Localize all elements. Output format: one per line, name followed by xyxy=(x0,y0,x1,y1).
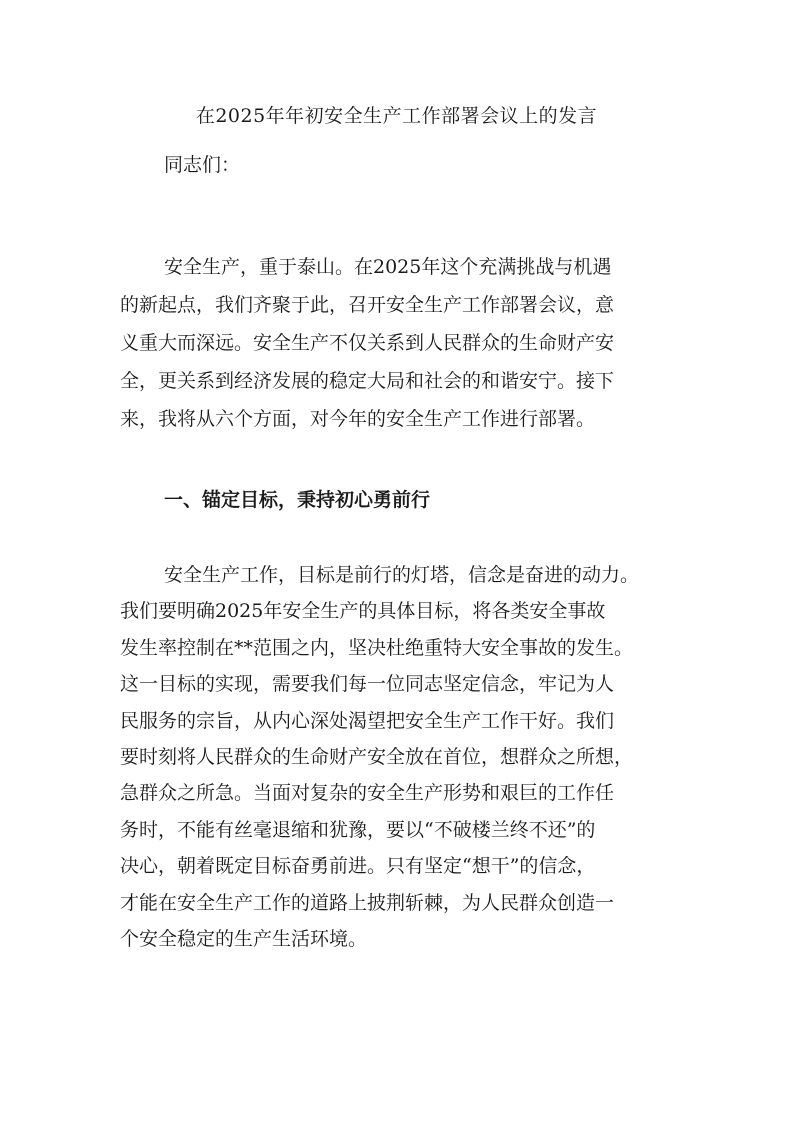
paragraph-line: 的新起点，我们齐聚于此，召开安全生产工作部署会议，意 xyxy=(120,294,615,316)
paragraph-line: 民服务的宗旨，从内心深处渴望把安全生产工作干好。我们 xyxy=(120,709,615,732)
paragraph-line: 才能在安全生产工作的道路上披荆斩棘，为人民群众创造一 xyxy=(120,891,615,914)
section-1-paragraph xyxy=(120,557,700,957)
paragraph-line: 务时，不能有丝毫退缩和犹豫，要以“不破楼兰终不还”的 xyxy=(120,818,596,841)
paragraph-line: 决心，朝着既定目标奋勇前进。只有坚定“想干”的信念， xyxy=(120,855,596,878)
paragraph-line: 个安全稳定的生产生活环境。 xyxy=(120,927,368,950)
salutation: 同志们： xyxy=(164,154,241,176)
section-heading: 一、锚定目标，秉持初心勇前行 xyxy=(164,489,431,511)
paragraph-line: 发生率控制在**范围之内，坚决杜绝重特大安全事故的发生。 xyxy=(120,636,634,659)
paragraph-line: 要时刻将人民群众的生命财产安全放在首位，想群众之所想， xyxy=(120,745,634,768)
intro-paragraph xyxy=(120,248,700,438)
paragraph-line: 全，更关系到经济发展的稳定大局和社会的和谐安宁。接下 xyxy=(120,370,615,392)
paragraph-line: 义重大而深远。安全生产不仅关系到人民群众的生命财产安 xyxy=(120,332,615,354)
paragraph-line: 急群众之所急。当面对复杂的安全生产形势和艰巨的工作任 xyxy=(120,782,615,805)
paragraph-line: 这一目标的实现，需要我们每一位同志坚定信念，牢记为人 xyxy=(120,673,615,696)
paragraph-line: 来，我将从六个方面，对今年的安全生产工作进行部署。 xyxy=(120,408,596,430)
paragraph-line: 安全生产工作，目标是前行的灯塔，信念是奋进的动力。 xyxy=(164,564,640,586)
document-title: 在2025年年初安全生产工作部署会议上的发言 xyxy=(195,105,598,127)
paragraph-line: 安全生产，重于泰山。在2025年这个充满挑战与机遇 xyxy=(164,256,612,278)
paragraph-line: 我们要明确2025年安全生产的具体目标，将各类安全事故 xyxy=(120,600,606,623)
